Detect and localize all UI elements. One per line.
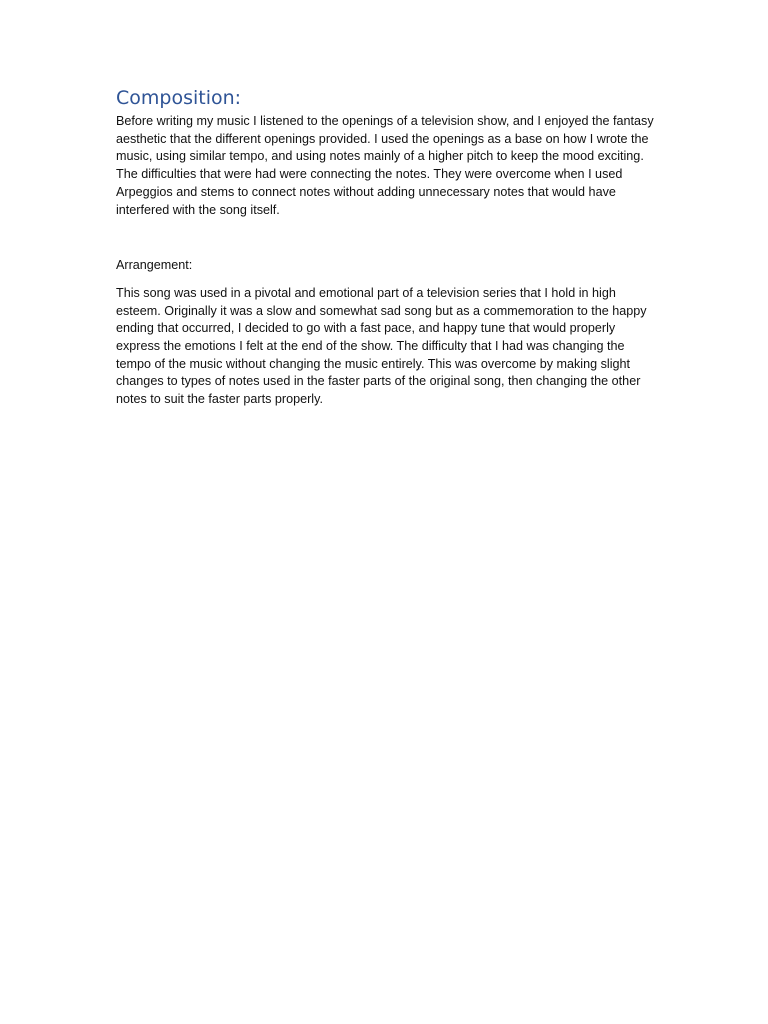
composition-line-5: Arpeggios and stems to connect notes without adding unnecessary notes that would have — [116, 184, 616, 199]
arrangement-line-5: tempo of the music without changing the music entirely. This was overcome by making slight — [116, 356, 631, 371]
composition-line-1: Before writing my music I listened to the openings of a television show, and I enjoyed the fantasy — [116, 114, 654, 128]
composition-line-2: aesthetic that the different openings provided. I used the openings as a base on how I wrote the — [116, 131, 649, 146]
arrangement-label: Arrangement: — [116, 258, 193, 273]
arrangement-line-7: notes to suit the faster parts properly. — [116, 392, 323, 407]
arrangement-line-2: esteem. Originally it was a slow and somewhat sad song but as a commemoration to the happy — [116, 303, 647, 318]
composition-paragraph — [116, 113, 676, 219]
arrangement-line-6: changes to types of notes used in the faster parts of the original song, then changing the other — [116, 374, 641, 389]
arrangement-paragraph — [116, 285, 676, 409]
composition-line-3: music, using similar tempo, and using notes mainly of a higher pitch to keep the mood exciting. — [116, 149, 644, 164]
document-body — [116, 84, 676, 409]
composition-line-4: The difficulties that were had were connecting the notes. They were overcome when I used — [116, 167, 623, 182]
composition-heading: Composition: — [116, 87, 242, 109]
composition-line-6: interfered with the song itself. — [116, 202, 280, 217]
arrangement-line-3: ending that occurred, I decided to go with a fast pace, and happy tune that would properly — [116, 321, 616, 336]
arrangement-line-1: This song was used in a pivotal and emotional part of a television series that I hold in high — [116, 285, 616, 300]
arrangement-line-4: express the emotions I felt at the end of the show. The difficulty that I had was changing the — [116, 339, 625, 354]
